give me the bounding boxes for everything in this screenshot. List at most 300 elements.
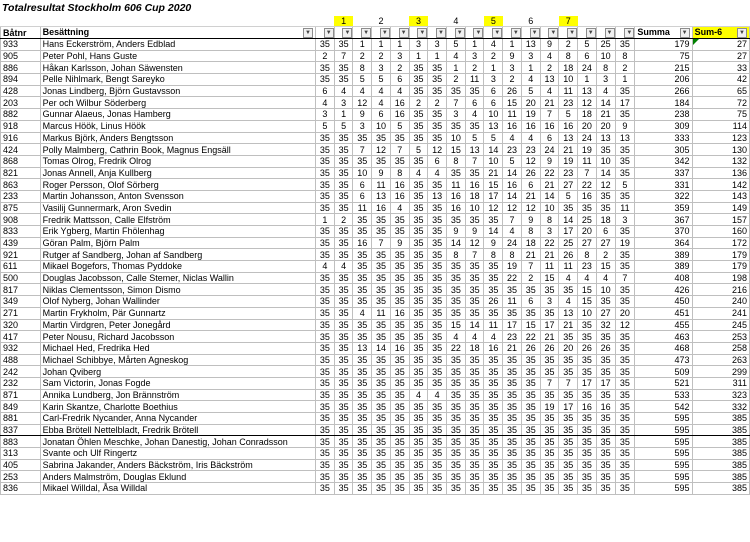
race-result-cell[interactable]: 2 (428, 97, 447, 109)
race-result-cell[interactable]: 16 (540, 120, 559, 132)
crew-cell[interactable]: Peter Nousu, Richard Jacobsson (40, 331, 315, 343)
race-result-cell[interactable]: 35 (316, 296, 335, 308)
crew-cell[interactable]: Douglas Jacobsson, Calle Stemer, Niclas Wallin (40, 272, 315, 284)
race-result-cell[interactable]: 35 (372, 331, 391, 343)
race-result-cell[interactable]: 35 (353, 331, 372, 343)
race-result-cell[interactable]: 35 (316, 272, 335, 284)
filter-dropdown-icon[interactable]: ▼ (511, 28, 521, 38)
race-result-cell[interactable]: 35 (596, 459, 615, 471)
filter-dropdown-icon[interactable]: ▼ (380, 28, 390, 38)
sum6-header[interactable]: Sum-6 ▼ (692, 27, 749, 39)
race-result-cell[interactable]: 35 (428, 132, 447, 144)
race-result-cell[interactable]: 35 (334, 284, 353, 296)
race-result-cell[interactable]: 14 (503, 190, 522, 202)
race-result-cell[interactable]: 35 (409, 436, 428, 448)
race-result-cell[interactable]: 15 (540, 272, 559, 284)
race-result-cell[interactable]: 22 (578, 179, 597, 191)
race-result-cell[interactable]: 35 (484, 448, 503, 460)
race-result-cell[interactable]: 35 (484, 272, 503, 284)
race-result-cell[interactable]: 9 (503, 50, 522, 62)
race-result-cell[interactable]: 14 (503, 167, 522, 179)
race-result-cell[interactable]: 35 (447, 261, 466, 273)
crew-cell[interactable]: Niklas Clementsson, Simon Dismo (40, 284, 315, 296)
race-result-cell[interactable]: 10 (484, 109, 503, 121)
race-result-cell[interactable]: 35 (409, 483, 428, 495)
race-result-cell[interactable]: 35 (615, 413, 635, 425)
boat-number-cell[interactable]: 233 (1, 190, 41, 202)
race-result-cell[interactable]: 13 (615, 132, 635, 144)
race-result-cell[interactable]: 35 (615, 459, 635, 471)
race-result-cell[interactable]: 4 (353, 307, 372, 319)
race-result-cell[interactable]: 35 (390, 448, 409, 460)
race-result-cell[interactable]: 35 (615, 226, 635, 238)
race-result-cell[interactable]: 16 (484, 342, 503, 354)
race-result-cell[interactable]: 16 (559, 120, 578, 132)
boat-number-cell[interactable]: 242 (1, 366, 41, 378)
race-result-cell[interactable]: 1 (390, 39, 409, 51)
filter-dropdown-icon[interactable]: ▼ (492, 28, 502, 38)
race-result-cell[interactable]: 4 (521, 132, 540, 144)
race-result-cell[interactable]: 35 (596, 448, 615, 460)
crew-cell[interactable]: Ebba Brötell Nettelbladt, Fredrik Brötell (40, 424, 315, 436)
race-result-cell[interactable]: 35 (503, 459, 522, 471)
race-result-cell[interactable]: 4 (484, 331, 503, 343)
crew-cell[interactable]: Jonas Lindberg, Björn Gustavsson (40, 85, 315, 97)
crew-cell[interactable]: Michael Schibbye, Mårten Agneskog (40, 354, 315, 366)
race-result-cell[interactable]: 6 (521, 296, 540, 308)
race-result-cell[interactable]: 35 (428, 436, 447, 448)
sum6-cell[interactable]: 33 (692, 62, 749, 74)
boat-number-cell[interactable]: 349 (1, 296, 41, 308)
race-result-cell[interactable]: 35 (428, 471, 447, 483)
race-result-cell[interactable]: 35 (334, 74, 353, 86)
race-result-cell[interactable]: 35 (615, 424, 635, 436)
race-result-cell[interactable]: 35 (428, 366, 447, 378)
sum-cell[interactable]: 473 (635, 354, 692, 366)
race-result-cell[interactable]: 35 (316, 284, 335, 296)
race-result-cell[interactable]: 35 (521, 471, 540, 483)
race-result-cell[interactable]: 20 (596, 120, 615, 132)
race-result-cell[interactable]: 35 (390, 389, 409, 401)
race-result-cell[interactable]: 10 (540, 202, 559, 214)
sum-cell[interactable]: 342 (635, 155, 692, 167)
race-result-cell[interactable]: 6 (521, 179, 540, 191)
race-result-cell[interactable]: 35 (334, 424, 353, 436)
race-result-cell[interactable]: 35 (409, 448, 428, 460)
race-result-cell[interactable]: 4 (596, 85, 615, 97)
sum-cell[interactable]: 595 (635, 424, 692, 436)
race-result-cell[interactable]: 17 (559, 401, 578, 413)
sum6-cell[interactable]: 385 (692, 436, 749, 448)
race-result-cell[interactable]: 4 (372, 85, 391, 97)
race-result-cell[interactable]: 35 (540, 459, 559, 471)
race-result-cell[interactable]: 35 (596, 471, 615, 483)
race-result-cell[interactable]: 11 (372, 179, 391, 191)
race-result-cell[interactable]: 14 (484, 144, 503, 156)
race-result-cell[interactable]: 35 (334, 144, 353, 156)
race-result-cell[interactable]: 17 (596, 377, 615, 389)
race-result-cell[interactable]: 35 (503, 424, 522, 436)
race-result-cell[interactable]: 35 (428, 483, 447, 495)
boat-number-cell[interactable]: 933 (1, 39, 41, 51)
race-result-cell[interactable]: 35 (559, 471, 578, 483)
crew-cell[interactable]: Martin Frykholm, Pär Gunnartz (40, 307, 315, 319)
race-result-cell[interactable]: 35 (334, 132, 353, 144)
race-result-cell[interactable]: 7 (334, 50, 353, 62)
race-result-cell[interactable]: 18 (578, 109, 597, 121)
race-result-cell[interactable]: 12 (353, 97, 372, 109)
race-result-cell[interactable]: 15 (503, 97, 522, 109)
race-result-cell[interactable]: 8 (447, 249, 466, 261)
race-result-cell[interactable]: 35 (390, 272, 409, 284)
race-result-cell[interactable]: 35 (596, 190, 615, 202)
filter-dropdown-icon[interactable]: ▼ (303, 28, 313, 38)
race-result-cell[interactable]: 35 (428, 296, 447, 308)
race-result-cell[interactable]: 14 (372, 342, 391, 354)
race-result-cell[interactable]: 10 (353, 167, 372, 179)
race-result-cell[interactable]: 8 (578, 249, 597, 261)
race-result-cell[interactable]: 35 (334, 249, 353, 261)
race-result-cell[interactable]: 11 (484, 319, 503, 331)
race-result-cell[interactable]: 21 (559, 319, 578, 331)
sum-cell[interactable]: 309 (635, 120, 692, 132)
race-result-cell[interactable]: 3 (465, 50, 484, 62)
race-result-cell[interactable]: 35 (484, 366, 503, 378)
race-result-cell[interactable]: 35 (428, 214, 447, 226)
race-result-cell[interactable]: 35 (409, 261, 428, 273)
race-result-cell[interactable]: 35 (334, 155, 353, 167)
race-result-cell[interactable]: 35 (484, 284, 503, 296)
race-result-cell[interactable]: 35 (390, 261, 409, 273)
race-result-cell[interactable]: 35 (559, 413, 578, 425)
race-result-cell[interactable]: 35 (353, 483, 372, 495)
race-result-cell[interactable]: 35 (316, 331, 335, 343)
crew-cell[interactable]: Olof Nyberg, Johan Wallinder (40, 296, 315, 308)
race-result-cell[interactable]: 5 (465, 132, 484, 144)
race-result-cell[interactable]: 35 (615, 167, 635, 179)
race-result-cell[interactable]: 35 (521, 366, 540, 378)
boat-number-cell[interactable]: 313 (1, 448, 41, 460)
filter-dropdown-icon[interactable]: ▼ (530, 28, 540, 38)
sum-cell[interactable]: 75 (635, 50, 692, 62)
race-result-cell[interactable]: 3 (353, 120, 372, 132)
race-result-cell[interactable]: 35 (390, 471, 409, 483)
race-result-cell[interactable]: 18 (559, 62, 578, 74)
race-result-cell[interactable]: 35 (503, 436, 522, 448)
race-result-cell[interactable]: 26 (559, 249, 578, 261)
crew-cell[interactable]: Rutger af Sandberg, Johan af Sandberg (40, 249, 315, 261)
crew-cell[interactable]: Mikael Bogefors, Thomas Pyddoke (40, 261, 315, 273)
race-result-cell[interactable]: 35 (390, 366, 409, 378)
sum6-cell[interactable]: 65 (692, 85, 749, 97)
race-result-cell[interactable]: 35 (559, 448, 578, 460)
race-result-cell[interactable]: 4 (353, 85, 372, 97)
race-result-cell[interactable]: 13 (559, 132, 578, 144)
race-result-cell[interactable]: 35 (334, 354, 353, 366)
race-result-cell[interactable]: 35 (503, 483, 522, 495)
race-result-cell[interactable]: 35 (578, 413, 597, 425)
race-result-cell[interactable]: 35 (615, 296, 635, 308)
race-result-cell[interactable]: 35 (390, 319, 409, 331)
race-result-cell[interactable]: 35 (559, 436, 578, 448)
race-result-cell[interactable]: 35 (484, 424, 503, 436)
race-result-cell[interactable]: 35 (316, 307, 335, 319)
race-result-cell[interactable]: 35 (316, 401, 335, 413)
race-result-cell[interactable]: 35 (372, 272, 391, 284)
race-result-cell[interactable]: 11 (559, 261, 578, 273)
crew-cell[interactable]: Erik Ygberg, Martin Fhölenhag (40, 226, 315, 238)
race-result-cell[interactable]: 35 (578, 459, 597, 471)
race-result-cell[interactable]: 35 (353, 471, 372, 483)
race-result-cell[interactable]: 3 (316, 109, 335, 121)
sum6-cell[interactable]: 299 (692, 366, 749, 378)
race-result-cell[interactable]: 35 (372, 389, 391, 401)
race-result-cell[interactable]: 35 (503, 366, 522, 378)
race-result-cell[interactable]: 35 (334, 413, 353, 425)
race-result-cell[interactable]: 4 (559, 296, 578, 308)
race-result-cell[interactable]: 11 (465, 74, 484, 86)
race-result-cell[interactable]: 18 (521, 237, 540, 249)
sum6-cell[interactable]: 198 (692, 272, 749, 284)
race-result-cell[interactable]: 6 (540, 132, 559, 144)
boat-number-cell[interactable]: 488 (1, 354, 41, 366)
race-result-cell[interactable]: 35 (372, 377, 391, 389)
race-result-cell[interactable]: 35 (372, 284, 391, 296)
sum-cell[interactable]: 337 (635, 167, 692, 179)
race-result-cell[interactable]: 23 (503, 331, 522, 343)
race-result-cell[interactable]: 35 (353, 226, 372, 238)
race-result-cell[interactable]: 9 (465, 226, 484, 238)
race-result-cell[interactable]: 17 (559, 226, 578, 238)
race-result-cell[interactable]: 35 (334, 366, 353, 378)
race-result-cell[interactable]: 26 (521, 342, 540, 354)
boat-number-cell[interactable]: 836 (1, 483, 41, 495)
race-result-cell[interactable]: 1 (316, 214, 335, 226)
race-result-cell[interactable]: 5 (484, 132, 503, 144)
race-result-cell[interactable]: 35 (409, 214, 428, 226)
race-result-cell[interactable]: 4 (390, 85, 409, 97)
race-result-cell[interactable]: 11 (372, 307, 391, 319)
race-result-cell[interactable]: 35 (428, 459, 447, 471)
race-result-cell[interactable]: 16 (521, 120, 540, 132)
race-result-cell[interactable]: 35 (372, 296, 391, 308)
race-result-cell[interactable]: 11 (503, 109, 522, 121)
race-result-cell[interactable]: 35 (409, 202, 428, 214)
race-result-cell[interactable]: 24 (578, 62, 597, 74)
race-result-cell[interactable]: 35 (596, 202, 615, 214)
race-result-cell[interactable]: 13 (353, 342, 372, 354)
race-result-cell[interactable]: 10 (372, 120, 391, 132)
race-result-cell[interactable]: 8 (521, 226, 540, 238)
race-result-cell[interactable]: 19 (578, 144, 597, 156)
race-result-cell[interactable]: 35 (372, 319, 391, 331)
race-result-cell[interactable]: 35 (316, 237, 335, 249)
race-result-cell[interactable]: 35 (334, 377, 353, 389)
sum6-cell[interactable]: 157 (692, 214, 749, 226)
race-result-cell[interactable]: 12 (578, 97, 597, 109)
race-result-cell[interactable]: 35 (503, 471, 522, 483)
race-result-cell[interactable]: 35 (390, 377, 409, 389)
race-result-cell[interactable]: 16 (390, 179, 409, 191)
race-result-cell[interactable]: 11 (578, 155, 597, 167)
race-result-cell[interactable]: 13 (372, 190, 391, 202)
boat-number-cell[interactable]: 320 (1, 319, 41, 331)
crew-cell[interactable]: Per och Wilbur Söderberg (40, 97, 315, 109)
sum-cell[interactable]: 206 (635, 74, 692, 86)
race-result-cell[interactable]: 23 (521, 144, 540, 156)
race-result-cell[interactable]: 35 (447, 167, 466, 179)
race-result-cell[interactable]: 7 (578, 167, 597, 179)
race-result-cell[interactable]: 35 (390, 132, 409, 144)
race-result-cell[interactable]: 9 (540, 155, 559, 167)
race-result-cell[interactable]: 1 (578, 74, 597, 86)
race-result-cell[interactable]: 3 (596, 74, 615, 86)
race-result-cell[interactable]: 35 (390, 214, 409, 226)
race-result-cell[interactable]: 35 (334, 459, 353, 471)
race-result-cell[interactable]: 10 (465, 202, 484, 214)
filter-dropdown-icon[interactable]: ▼ (605, 28, 615, 38)
race-result-cell[interactable]: 7 (372, 237, 391, 249)
race-result-cell[interactable]: 21 (484, 167, 503, 179)
sum6-cell[interactable]: 143 (692, 190, 749, 202)
race-result-cell[interactable]: 13 (428, 190, 447, 202)
race-result-cell[interactable]: 35 (372, 436, 391, 448)
race-result-cell[interactable]: 35 (615, 377, 635, 389)
race-result-cell[interactable]: 13 (521, 39, 540, 51)
race-result-cell[interactable]: 35 (521, 436, 540, 448)
race-result-cell[interactable]: 15 (521, 319, 540, 331)
crew-cell[interactable]: Peter Pohl, Hans Guste (40, 50, 315, 62)
race-result-cell[interactable]: 35 (447, 413, 466, 425)
race-result-cell[interactable]: 7 (521, 261, 540, 273)
race-result-cell[interactable]: 35 (503, 401, 522, 413)
race-result-cell[interactable]: 19 (521, 109, 540, 121)
race-result-cell[interactable]: 35 (484, 389, 503, 401)
race-result-cell[interactable]: 22 (503, 272, 522, 284)
race-result-cell[interactable]: 35 (484, 214, 503, 226)
race-result-cell[interactable]: 5 (559, 109, 578, 121)
race-result-cell[interactable]: 4 (596, 272, 615, 284)
sum-cell[interactable]: 595 (635, 413, 692, 425)
crew-cell[interactable]: Polly Malmberg, Cathrin Book, Magnus Engsäll (40, 144, 315, 156)
crew-cell[interactable]: Jonas Annell, Anja Kullberg (40, 167, 315, 179)
race-result-cell[interactable]: 6 (484, 85, 503, 97)
race-result-cell[interactable]: 18 (465, 342, 484, 354)
crew-cell[interactable]: Vasilij Gunnermark, Aron Svedin (40, 202, 315, 214)
race-result-cell[interactable]: 21 (596, 109, 615, 121)
race-result-cell[interactable]: 19 (615, 237, 635, 249)
race-result-cell[interactable]: 35 (409, 237, 428, 249)
race-result-cell[interactable]: 19 (503, 261, 522, 273)
race-result-cell[interactable]: 35 (578, 389, 597, 401)
race-result-cell[interactable]: 35 (465, 413, 484, 425)
race-result-cell[interactable]: 9 (353, 109, 372, 121)
race-result-cell[interactable]: 35 (372, 401, 391, 413)
race-result-cell[interactable]: 35 (390, 249, 409, 261)
race-result-cell[interactable]: 35 (465, 483, 484, 495)
boat-number-cell[interactable]: 817 (1, 284, 41, 296)
sum-cell[interactable]: 450 (635, 296, 692, 308)
race-result-cell[interactable]: 35 (372, 448, 391, 460)
race-result-cell[interactable]: 4 (428, 167, 447, 179)
boat-number-cell[interactable]: 271 (1, 307, 41, 319)
race-result-cell[interactable]: 35 (578, 319, 597, 331)
race-result-cell[interactable]: 35 (409, 366, 428, 378)
race-result-cell[interactable]: 12 (521, 202, 540, 214)
race-result-cell[interactable]: 35 (465, 377, 484, 389)
race-result-cell[interactable]: 35 (465, 436, 484, 448)
race-result-cell[interactable]: 35 (316, 62, 335, 74)
race-result-cell[interactable]: 35 (409, 459, 428, 471)
race-result-cell[interactable]: 4 (447, 50, 466, 62)
race-result-cell[interactable]: 35 (465, 261, 484, 273)
race-result-cell[interactable]: 3 (615, 214, 635, 226)
race-result-cell[interactable]: 35 (316, 167, 335, 179)
sum6-cell[interactable]: 72 (692, 97, 749, 109)
race-result-cell[interactable]: 9 (390, 237, 409, 249)
race-result-cell[interactable]: 20 (521, 97, 540, 109)
race-result-cell[interactable]: 35 (540, 413, 559, 425)
race-result-cell[interactable]: 35 (353, 436, 372, 448)
race-result-cell[interactable]: 16 (465, 179, 484, 191)
race-result-cell[interactable]: 4 (372, 97, 391, 109)
race-result-cell[interactable]: 35 (409, 109, 428, 121)
race-result-cell[interactable]: 35 (540, 389, 559, 401)
race-result-cell[interactable]: 35 (409, 471, 428, 483)
race-result-cell[interactable]: 23 (503, 144, 522, 156)
race-result-cell[interactable]: 8 (353, 62, 372, 74)
race-result-cell[interactable]: 35 (447, 471, 466, 483)
race-result-cell[interactable]: 25 (559, 237, 578, 249)
filter-dropdown-icon[interactable]: ▼ (324, 28, 334, 38)
sum6-cell[interactable]: 385 (692, 459, 749, 471)
race-result-cell[interactable]: 35 (484, 471, 503, 483)
race-result-cell[interactable]: 35 (503, 448, 522, 460)
race-result-cell[interactable]: 4 (334, 261, 353, 273)
boat-number-cell[interactable]: 916 (1, 132, 41, 144)
race-result-cell[interactable]: 6 (353, 190, 372, 202)
race-result-cell[interactable]: 9 (447, 226, 466, 238)
race-result-cell[interactable]: 35 (465, 272, 484, 284)
sum-cell[interactable]: 238 (635, 109, 692, 121)
sum-cell[interactable]: 359 (635, 202, 692, 214)
race-result-cell[interactable]: 35 (316, 179, 335, 191)
race-result-cell[interactable]: 2 (503, 74, 522, 86)
race-result-cell[interactable]: 2 (596, 249, 615, 261)
race-result-cell[interactable]: 35 (353, 401, 372, 413)
race-result-cell[interactable]: 35 (578, 471, 597, 483)
race-result-cell[interactable]: 16 (353, 237, 372, 249)
race-result-cell[interactable]: 35 (465, 389, 484, 401)
race-result-cell[interactable]: 35 (353, 272, 372, 284)
race-result-cell[interactable]: 35 (334, 296, 353, 308)
race-result-cell[interactable]: 8 (615, 50, 635, 62)
race-result-cell[interactable]: 35 (372, 155, 391, 167)
race-result-cell[interactable]: 35 (578, 483, 597, 495)
race-result-cell[interactable]: 13 (465, 144, 484, 156)
race-result-cell[interactable]: 35 (484, 401, 503, 413)
sum-cell[interactable]: 595 (635, 471, 692, 483)
sum6-cell[interactable]: 179 (692, 261, 749, 273)
race-result-cell[interactable]: 35 (390, 296, 409, 308)
race-result-cell[interactable]: 10 (596, 155, 615, 167)
race-result-cell[interactable]: 8 (559, 50, 578, 62)
race-result-cell[interactable]: 35 (353, 296, 372, 308)
sum-cell[interactable]: 595 (635, 436, 692, 448)
race-result-cell[interactable]: 35 (409, 319, 428, 331)
race-result-cell[interactable]: 35 (353, 377, 372, 389)
race-result-cell[interactable]: 7 (447, 97, 466, 109)
